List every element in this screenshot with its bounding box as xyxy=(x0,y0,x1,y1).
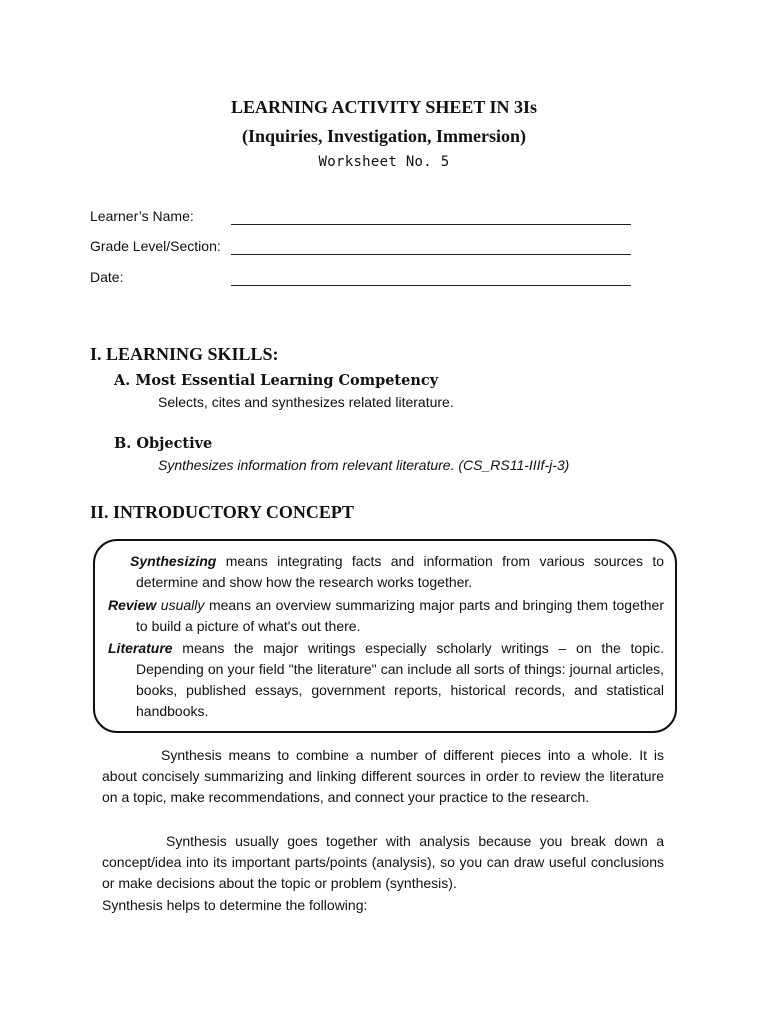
competency-text: Selects, cites and synthesizes related literature. xyxy=(158,394,454,410)
grade-section-label: Grade Level/Section: xyxy=(90,238,221,254)
definition-synthesizing xyxy=(130,551,664,593)
sheet-subtitle: (Inquiries, Investigation, Immersion) xyxy=(241,126,526,146)
definition-synthesizing-text: means integrating facts and information from various sources to determine and show how the research works together. xyxy=(136,553,664,590)
date-blank[interactable] xyxy=(231,269,631,286)
synthesis-paragraph-2: Synthesis usually goes together with analysis because you break down a concept/idea into its important parts/points (analysis), so you can draw useful conclusions or make decisions about the topic or problem (synthesis). xyxy=(102,833,664,891)
worksheet-number: Worksheet No. 5 xyxy=(318,154,450,170)
objective-text: Synthesizes information from relevant literature. (CS_RS11-IIIf-j-3) xyxy=(158,457,570,473)
review-usually: usually xyxy=(156,597,205,613)
learner-name-label: Learner’s Name: xyxy=(90,208,194,224)
definition-literature-text: means the major writings especially scholarly writings – on the topic. Depending on your field "the literature" can include all sorts of things: journal articles, books, published essays, government reports, historical records, and statistical handbooks. xyxy=(136,640,664,719)
section-introductory-concept-heading: II. INTRODUCTORY CONCEPT xyxy=(90,502,354,522)
definition-literature xyxy=(108,638,664,722)
definition-review xyxy=(108,595,664,637)
section-learning-skills-heading: I. LEARNING SKILLS: xyxy=(90,344,279,364)
term-literature: Literature xyxy=(108,640,173,656)
synthesis-paragraph-3: Synthesis helps to determine the following: xyxy=(102,897,368,913)
competency-heading: A. Most Essential Learning Competency xyxy=(114,372,439,389)
definition-review-text: means an overview summarizing major parts and bringing them together to build a picture of what's out there. xyxy=(136,597,664,634)
date-label: Date: xyxy=(90,269,124,285)
term-review: Review xyxy=(108,597,157,613)
sheet-title: LEARNING ACTIVITY SHEET IN 3Is xyxy=(230,97,538,117)
synthesis-paragraph-1: Synthesis means to combine a number of different pieces into a whole. It is about concisely summarizing and linking different sources in order to review the literature on a topic, make recommendations, and connect your practice to the research. xyxy=(102,747,664,805)
term-synthesizing: Synthesizing xyxy=(130,553,217,569)
objective-heading: B. Objective xyxy=(114,435,213,452)
learner-name-blank[interactable] xyxy=(231,208,631,225)
grade-section-blank[interactable] xyxy=(231,238,631,255)
